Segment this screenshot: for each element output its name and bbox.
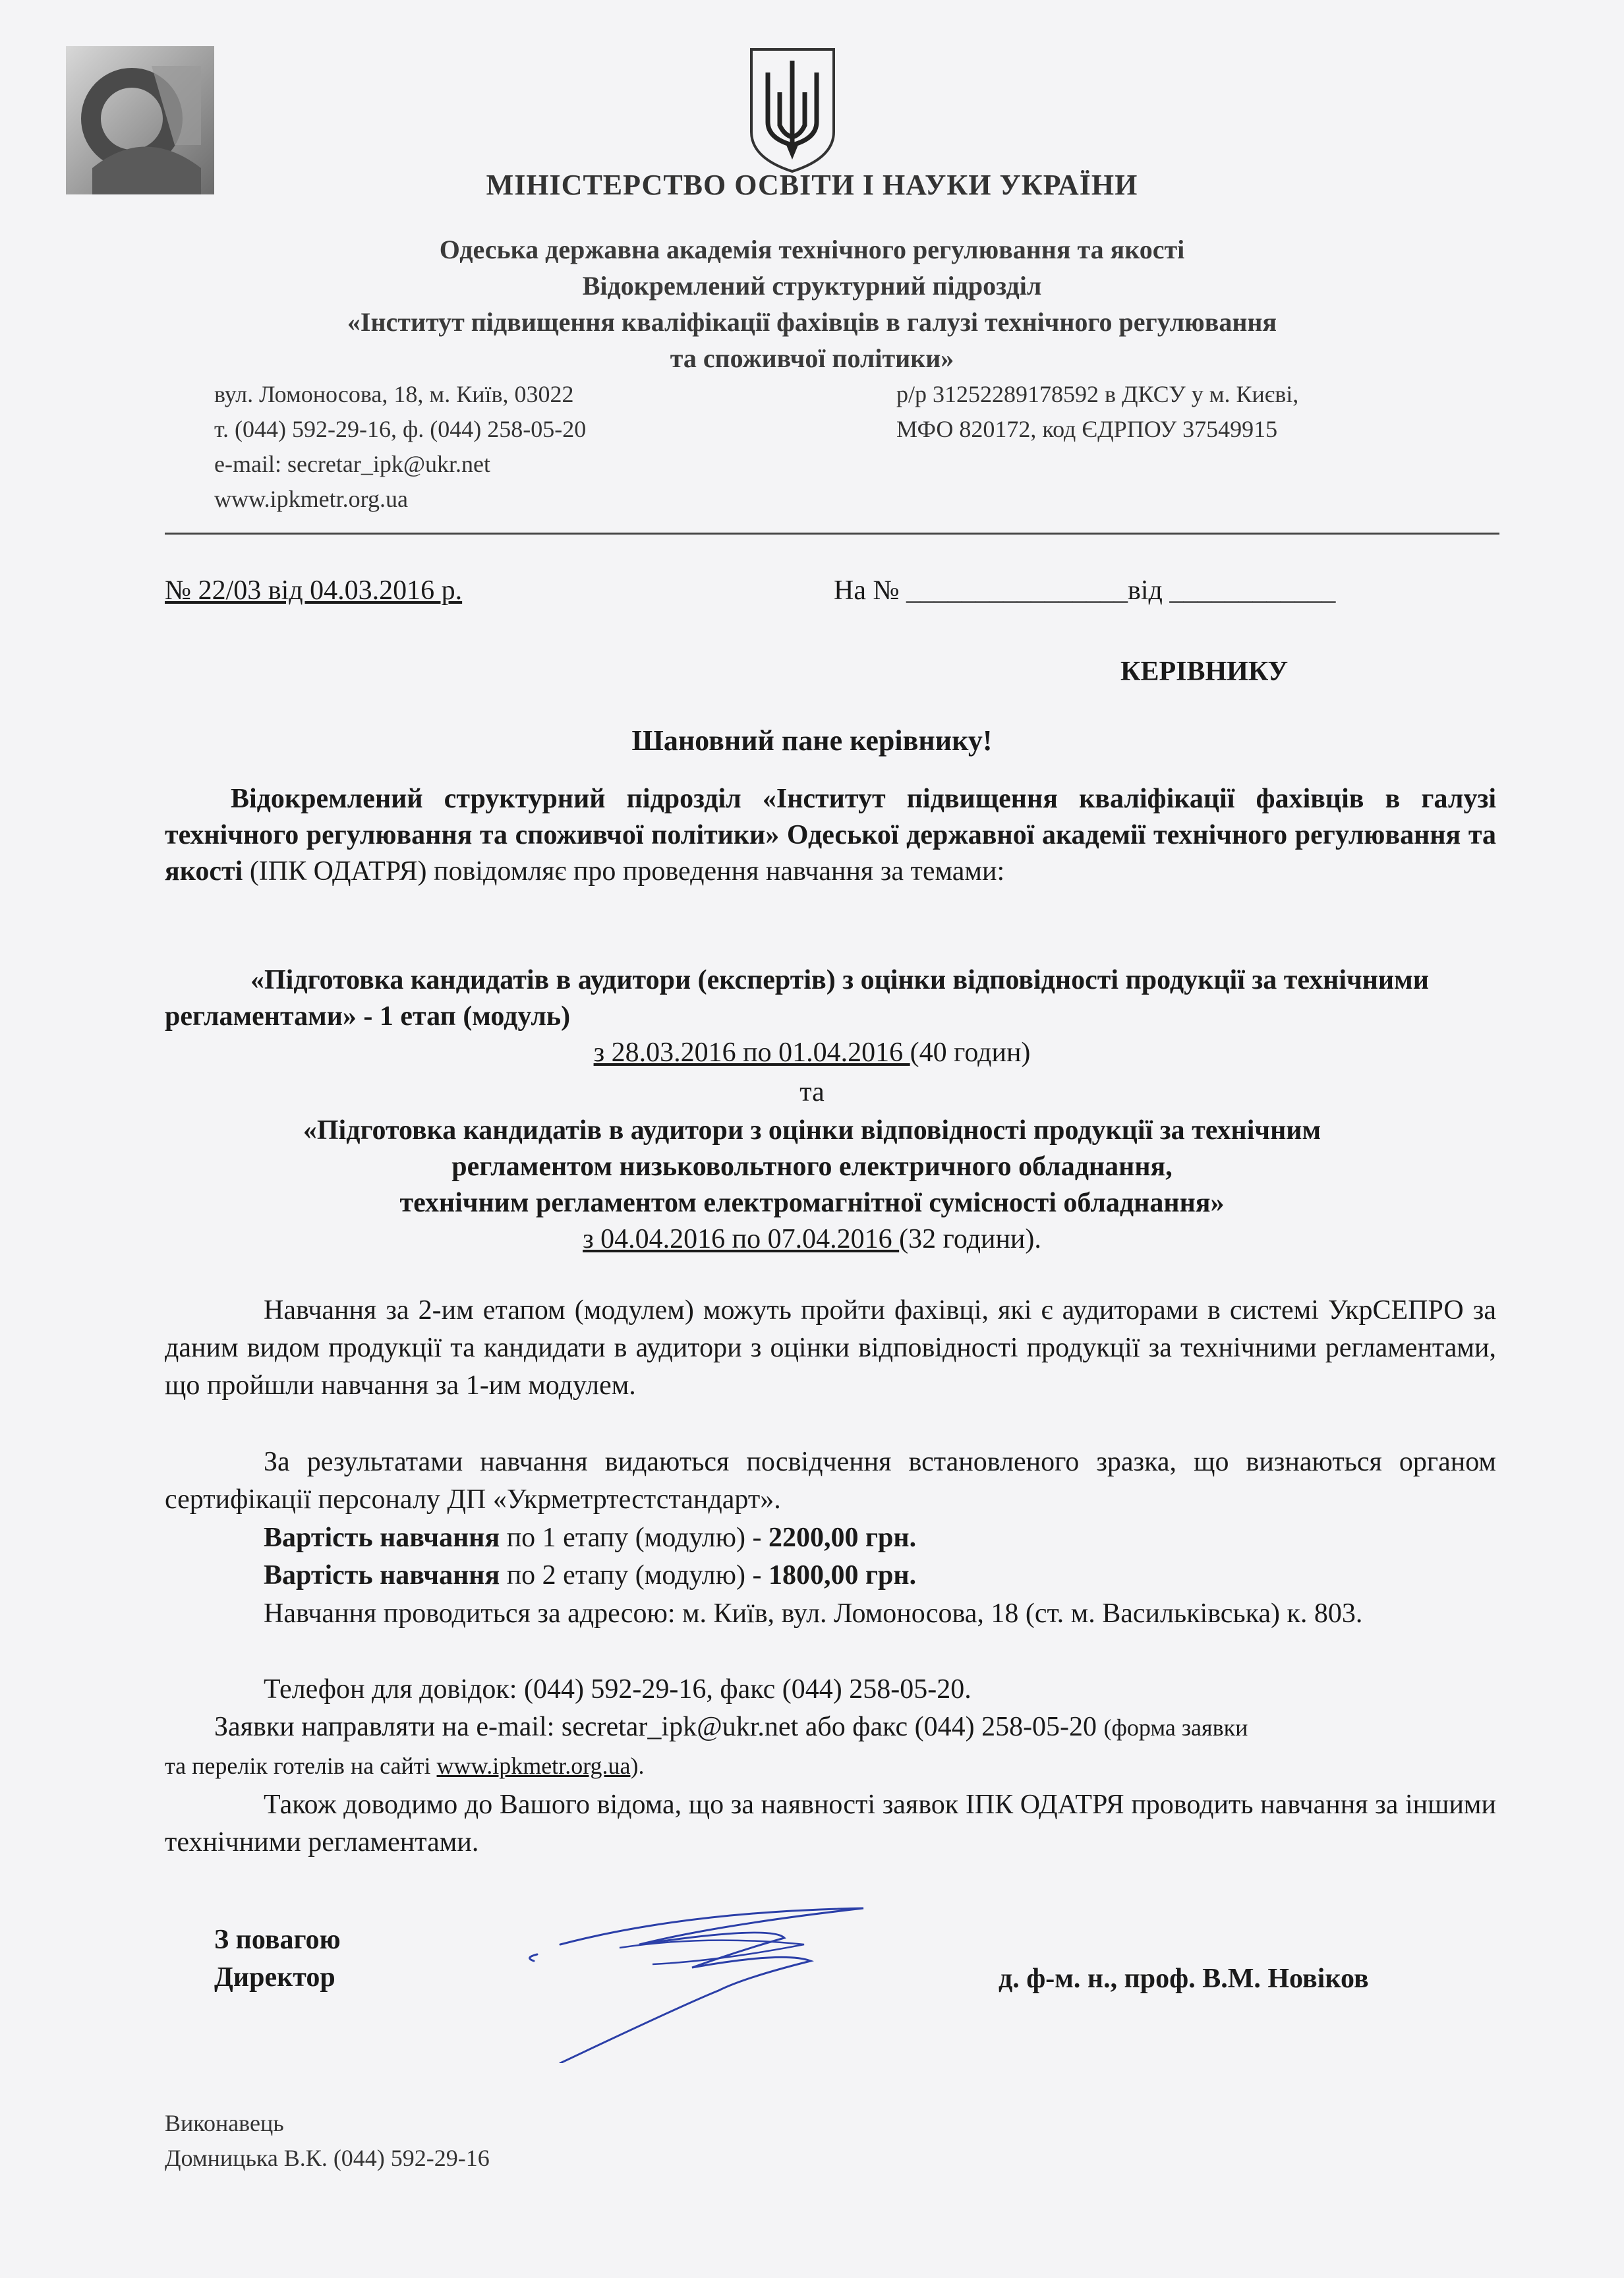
paragraph-certificates: За результатами навчання видаються посвідчення встановленого зразка, що визнаються органом сертифікації персоналу ДП «Укрметртестстандарт».: [165, 1447, 1496, 1515]
topic1-dates: [0, 1035, 1624, 1071]
division-name: Відокремлений структурний підрозділ: [582, 271, 1042, 301]
cost-module1: [165, 1519, 1496, 1557]
bank-account: р/р 31252289178592 в ДКСУ у м. Києві,: [896, 381, 1299, 407]
topic1-hours: (40 годин): [910, 1037, 1031, 1068]
address: вул. Ломоносова, 18, м. Київ, 03022: [214, 381, 574, 407]
ministry-title: МІНІСТЕРСТВО ОСВІТИ І НАУКИ УКРАЇНИ: [486, 169, 1138, 201]
applications-hotels-note: та перелік готелів на сайті: [165, 1753, 437, 1779]
cost-module2: [165, 1557, 1496, 1594]
topic2-line1: «Підготовка кандидатів в аудитори з оцінки відповідності продукції за технічним: [303, 1115, 1321, 1146]
paragraph-module2: Навчання за 2-им етапом (модулем) можуть пройти фахівці, які є аудиторами в системі УкрСЕПРО за даним видом продукції та кандидати в аудитори з оцінки відповідності продукції за технічними регламентами, що пройшли навчання за 1-им модулем.: [165, 1295, 1496, 1401]
paragraph-applications: [165, 1708, 1496, 1785]
handwritten-signature-icon: [521, 1898, 890, 2063]
outgoing-number: № 22/03 від 04.03.2016 р.: [165, 575, 463, 606]
phone-fax: т. (044) 592-29-16, ф. (044) 258-05-20: [214, 416, 587, 442]
cost2-text: по 2 етапу (модулю) -: [500, 1560, 768, 1591]
position: Директор: [214, 1962, 335, 1993]
signature-block: [214, 1921, 341, 1997]
header-divider: [165, 533, 1499, 535]
topic1-title: «Підготовка кандидатів в аудитори (експертів) з оцінки відповідності продукції за технічними регламентами» - 1 етап (модуль): [165, 965, 1429, 1032]
paragraph-address: Навчання проводиться за адресою: м. Київ, вул. Ломоносова, 18 (ст. м. Васильківська) к. 803.: [264, 1598, 1363, 1629]
executor-label: Виконавець: [165, 2110, 284, 2136]
contacts-right: [896, 377, 1298, 447]
email: e-mail: secretar_ipk@ukr.net: [214, 451, 490, 477]
topic2-date-range: з 04.04.2016 по 07.04.2016: [583, 1224, 900, 1254]
addressee: КЕРІВНИКУ: [1120, 657, 1289, 687]
signer-name: д. ф-м. н., проф. В.М. Новіков: [999, 1964, 1369, 1994]
executor-name: Домницька В.К. (044) 592-29-16: [165, 2145, 490, 2171]
topic2-line2: регламентом низьковольтного електричного обладнання,: [451, 1152, 1173, 1182]
applications-form-note: (форма заявки: [1103, 1714, 1248, 1741]
website-link[interactable]: www.ipkmetr.org.ua: [436, 1753, 631, 1779]
institute-name-line2: та споживчої політики»: [670, 343, 954, 373]
applications-main: Заявки направляти на e-mail: secretar_ipk@ukr.net або факс (044) 258-05-20: [214, 1712, 1104, 1742]
reply-reference: На № ________________від ____________: [834, 575, 1336, 606]
intro-regular: (ІПК ОДАТРЯ) повідомляє про проведення навчання за темами:: [243, 856, 1005, 887]
contacts-left: [214, 377, 586, 517]
academy-name: Одеська державна академія технічного регулювання та якості: [439, 235, 1185, 264]
topic2-dates: [0, 1221, 1624, 1258]
cost1-value: 2200,00 грн.: [768, 1523, 917, 1553]
paragraph-phone: Телефон для довідок: (044) 592-29-16, факс (044) 258-05-20.: [264, 1674, 972, 1705]
intro-paragraph: [165, 781, 1496, 890]
executor-block: [165, 2106, 490, 2176]
topic2-hours: (32 години).: [899, 1224, 1041, 1254]
cost1-label: Вартість навчання: [264, 1523, 500, 1553]
regards: З повагою: [214, 1925, 341, 1955]
topic2-line3: технічним регламентом електромагнітної сумісності обладнання»: [399, 1188, 1225, 1218]
cost2-value: 1800,00 грн.: [768, 1560, 917, 1591]
intro-bold: Відокремлений структурний підрозділ «Інститут підвищення кваліфікації фахівців в галузі технічного регулювання та споживчої політики» Одеської державної академії технічного регулювання та якості: [165, 784, 1496, 887]
conjunction: та: [799, 1077, 825, 1107]
cost2-label: Вартість навчання: [264, 1560, 500, 1591]
applications-close: ).: [630, 1753, 645, 1779]
institute-name-line1: «Інститут підвищення кваліфікації фахівців в галузі технічного регулювання: [347, 307, 1277, 337]
coat-of-arms-icon: [748, 46, 837, 175]
paragraph-other-regulations: Також доводимо до Вашого відома, що за наявності заявок ІПК ОДАТРЯ проводить навчання за іншими технічними регламентами.: [165, 1790, 1496, 1857]
salutation: Шановний пане керівнику!: [631, 724, 993, 757]
website: www.ipkmetr.org.ua: [214, 486, 408, 512]
bank-codes: МФО 820172, код ЄДРПОУ 37549915: [896, 416, 1278, 442]
cost1-text: по 1 етапу (модулю) -: [500, 1523, 768, 1553]
topic1-date-range: з 28.03.2016 по 01.04.2016: [593, 1037, 910, 1068]
